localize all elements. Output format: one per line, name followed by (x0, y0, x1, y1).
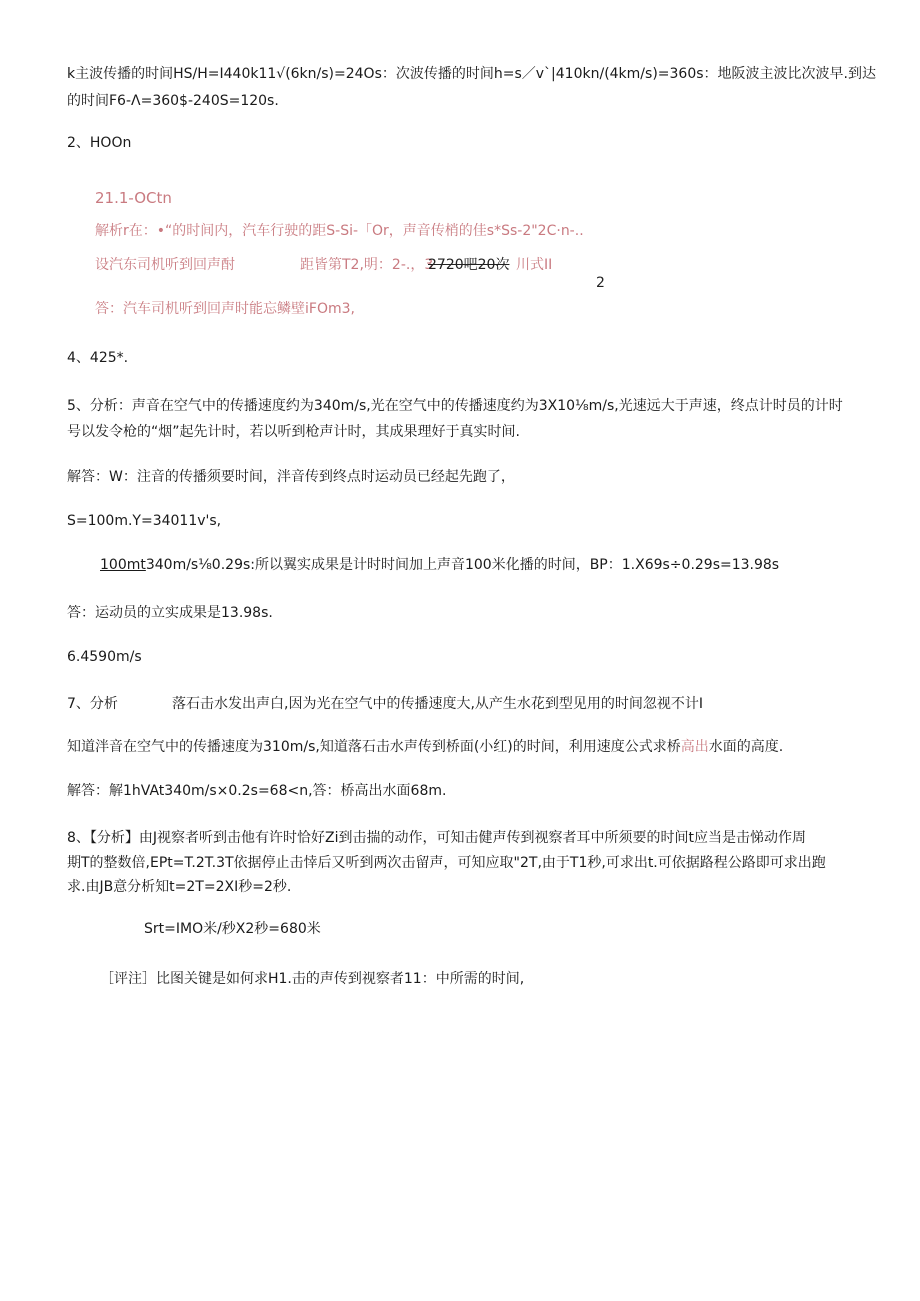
answer-8-calculation: Srt=IMO米/秒X2秒=680米 (144, 921, 321, 937)
answer-3-analysis-line-2b: 距皆第T2,明：2-.，3 (300, 257, 434, 273)
answer-5-solution-line-3-rest: 340m/s⅛0.29s:所以翼实成果是计时时间加上声音100米化播的时间，BP：1.X69s÷0.29s=13.98s (145, 557, 780, 573)
answer-5-analysis-line-2: 号以发令枪的“烟”起先计时，若以听到枪声计时，其成果理好于真实时间. (67, 424, 520, 440)
answer-1-line-1: k主波传播的时间HS/H=I440k11√(6kn/s)=24Os：次波传播的时间h=s／v`|410kn/(4km/s)=360s：地阪波主波比次波早.到达 (67, 66, 876, 82)
answer-3-analysis-line-1: 解析r在：•“的时间内，汽车行驶的距S-Si-「Or，声音传梢的佳s*Ss-2"2C·n-.. (95, 223, 584, 239)
answer-7-analysis-line-1: 落石击水发出声白,因为光在空气中的传播速度大,从产生水花到型见用的时间忽视不计I (172, 696, 704, 712)
answer-8-comment: ［评注］比图关键是如何求H1.击的声传到视察者11：中所需的时间, (100, 971, 525, 987)
answer-8-analysis-line-2: 期T的整数倍,EPt=T.2T.3T依据停止击悻后又听到两次击留声，可知应取"2T,由于T1秒,可求出t.可依据路程公路即可求出跑 (67, 855, 826, 871)
answer-7-highlight: 高出 (680, 739, 709, 755)
answer-5-fraction-numerator: 100mt (100, 557, 146, 573)
answer-5-solution-line-3 (100, 555, 779, 575)
answer-7-solution: 解答：解1hVAt340m/s×0.2s=68<n,答：桥高出水面68m. (67, 783, 447, 799)
answer-5-solution-line-1: 解答：W：注音的传播须要时间，泮音传到终点时运动员已经起先跑了， (67, 469, 515, 485)
answer-7-analysis-line-2b: 水面的高度. (708, 739, 784, 755)
answer-3-analysis-line-2c: 2720吧20次 (428, 257, 510, 273)
answer-3-conclusion: 答：汽车司机听到回声时能忘鳞壁iFOm3, (95, 301, 355, 317)
answer-2: 2、HOOn (67, 135, 132, 151)
answer-3-analysis-line-2d: 川式II (516, 257, 553, 273)
answer-7-analysis-label: 7、分析 (67, 696, 118, 712)
answer-7-analysis-line-2 (67, 737, 783, 757)
answer-8-analysis-line-1: 8、【分析】由J视察者听到击他有许时恰好Zi到击揣的动作，可知击健声传到视察者耳中所须要的时间t应当是击悌动作周 (67, 830, 807, 846)
answer-6: 6.4590m/s (67, 649, 142, 665)
answer-3-heading: 21.1-OCtn (95, 189, 172, 207)
answer-3-margin-number: 2 (596, 275, 605, 291)
answer-1-line-2: 的时间F6-Λ=360$-240S=120s. (67, 93, 279, 109)
answer-3-analysis-line-2a: 设汽东司机听到回声酎 (95, 257, 235, 273)
answer-5-analysis-line-1: 5、分析：声音在空气中的传播速度约为340m/s,光在空气中的传播速度约为3X10⅛m/s,光速远大于声速，终点计时员的计时 (67, 398, 843, 414)
answer-7-analysis-line-2a: 知道泮音在空气中的传播速度为310m/s,知道落石击水声传到桥面(小红)的时间，利用速度公式求桥 (67, 739, 681, 755)
answer-8-analysis-line-3: 求.由JB意分析知t=2T=2XI秒=2秒. (67, 879, 292, 895)
answer-4: 4、425*. (67, 350, 129, 366)
answer-5-conclusion: 答：运动员的立实成果是13.98s. (67, 605, 273, 621)
answer-5-solution-line-2: S=100m.Y=34011v's, (67, 513, 222, 529)
